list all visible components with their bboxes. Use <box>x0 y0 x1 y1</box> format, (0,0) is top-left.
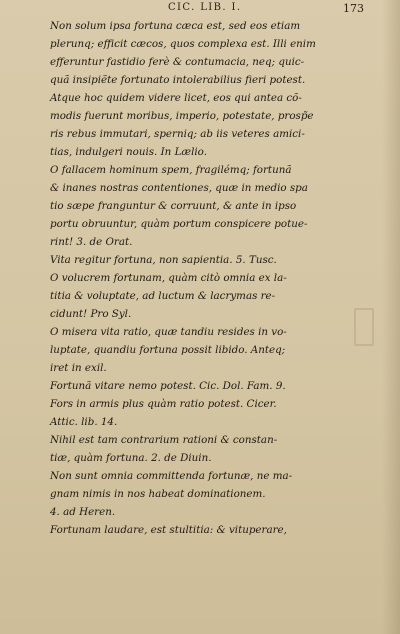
text-line: Fortunam laudare, est stultitia: & vituperare, <box>50 524 287 536</box>
text-line: tias, indulgeri nouis. In Lælio. <box>50 146 207 158</box>
text-line: titia & voluptate, ad luctum & lacrymas re- <box>50 290 276 302</box>
text-line: rint! 3. de Orat. <box>50 236 133 248</box>
text-line: efferuntur fastidio ferè & contumacia, neq; quic- <box>50 56 305 68</box>
text-line: quã insipiẽte fortunato intolerabilius fieri potest. <box>50 74 306 86</box>
text-line: Non sunt omnia committenda fortunæ, ne ma- <box>50 470 293 482</box>
text-line: luptate, quandiu fortuna possit libido. Anteq; <box>50 344 286 356</box>
text-line: Vita regitur fortuna, non sapientia. 5. Tusc. <box>50 254 277 266</box>
page-edge-shadow <box>382 0 400 634</box>
text-line: cidunt! Pro Syl. <box>50 308 132 320</box>
page-number: 173 <box>343 2 364 15</box>
text-line: plerunq; efficit cæcos, quos complexa est. Illi enim <box>50 38 316 50</box>
text-line: O volucrem fortunam, quàm citò omnia ex la- <box>50 272 287 284</box>
text-line: gnam nimis in nos habeat dominationem. <box>50 488 266 500</box>
text-line: Non solum ipsa fortuna cæca est, sed eos etiam <box>50 20 301 32</box>
text-line: tiæ, quàm fortuna. 2. de Diuin. <box>50 452 212 464</box>
text-line: O misera vita ratio, quæ tandiu resides in vo- <box>50 326 287 338</box>
text-line: iret in exil. <box>50 362 107 374</box>
text-line: ris rebus immutari, sperniq; ab iis veteres amici- <box>50 128 305 140</box>
text-line: & inanes nostras contentiones, quæ in medio spa <box>50 182 308 194</box>
text-line: O fallacem hominum spem, fragilémq; fortunã <box>50 164 292 176</box>
text-line: tio sæpe franguntur & corruunt, & ante in ipso <box>50 200 297 212</box>
text-line: Nihil est tam contrarium rationi & constan- <box>50 434 278 446</box>
text-line: Fortunã vitare nemo potest. Cic. Dol. Fam. 9. <box>50 380 286 392</box>
text-line: 4. ad Heren. <box>50 506 116 518</box>
text-line: Atque hoc quidem videre licet, eos qui antea cõ- <box>50 92 302 104</box>
text-line: portu obruuntur, quàm portum conspicere potue- <box>50 218 308 230</box>
text-line: Fors in armis plus quàm ratio potest. Cicer. <box>50 398 277 410</box>
running-head: CIC. LIB. I. <box>168 2 242 13</box>
text-line: Attic. lib. 14. <box>50 416 118 428</box>
text-line: modis fuerunt moribus, imperio, potestate, prosp̃e <box>50 110 314 122</box>
body-text <box>50 17 380 539</box>
